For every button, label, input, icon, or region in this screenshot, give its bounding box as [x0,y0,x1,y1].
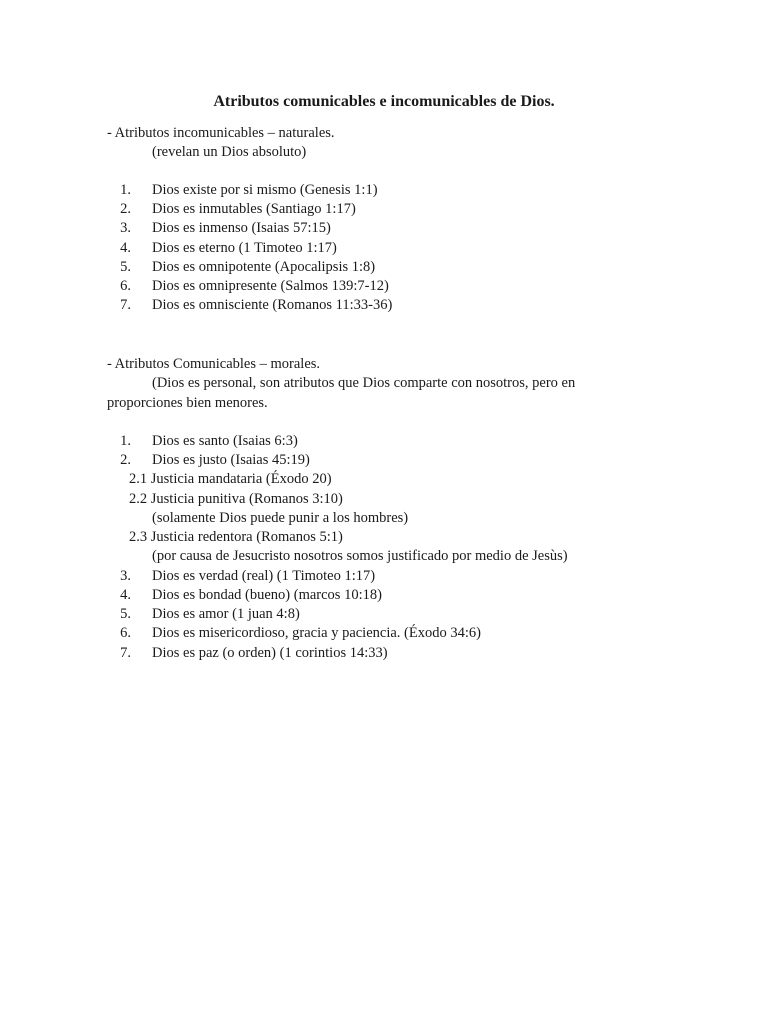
list-item-text: Dios existe por si mismo (Genesis 1:1) [152,182,378,198]
section1-subtitle: (revelan un Dios absoluto) [152,144,307,160]
section2-heading: - Atributos Comunicables – morales. [107,356,321,372]
list-item-number: 5. [120,606,131,622]
section2-subtitle-line2: proporciones bien menores. [107,395,268,411]
section1-heading: - Atributos incomunicables – naturales. [107,125,335,141]
sub-list-item: 2.1 Justicia mandataria (Éxodo 20) [129,471,332,487]
list-item-number: 2. [120,201,131,217]
list-item-number: 7. [120,297,131,313]
sub-list-note: (por causa de Jesucristo nosotros somos justificado por medio de Jesùs) [152,548,568,564]
sub-list-item: 2.3 Justicia redentora (Romanos 5:1) [129,529,343,545]
list-item-number: 5. [120,259,131,275]
document-title: Atributos comunicables e incomunicables de Dios. [213,93,555,110]
list-item-number: 4. [120,240,131,256]
list-item-text: Dios es eterno (1 Timoteo 1:17) [152,240,337,256]
list-item-number: 7. [120,645,131,661]
list-item-text: Dios es verdad (real) (1 Timoteo 1:17) [152,568,376,584]
list-item-number: 3. [120,220,131,236]
list-item-text: Dios es inmutables (Santiago 1:17) [152,201,356,217]
sub-list-item: 2.2 Justicia punitiva (Romanos 3:10) [129,491,343,507]
section2-subtitle-line1: (Dios es personal, son atributos que Dios comparte con nosotros, pero en [152,375,576,391]
list-item-text: Dios es amor (1 juan 4:8) [152,606,300,622]
list-item-text: Dios es omnipotente (Apocalipsis 1:8) [152,259,376,275]
list-item-number: 3. [120,568,131,584]
list-item-text: Dios es paz (o orden) (1 corintios 14:33) [152,645,388,661]
list-item-text: Dios es omnisciente (Romanos 11:33-36) [152,297,393,313]
list-item-number: 4. [120,587,131,603]
list-item-number: 1. [120,433,131,449]
list-item-text: Dios es santo (Isaias 6:3) [152,433,298,449]
sub-list-note: (solamente Dios puede punir a los hombres) [152,510,409,526]
list-item-number: 6. [120,625,131,641]
list-item-text: Dios es bondad (bueno) (marcos 10:18) [152,587,382,603]
list-item-text: Dios es justo (Isaias 45:19) [152,452,310,468]
list-item-number: 1. [120,182,131,198]
list-item-number: 6. [120,278,131,294]
list-item-text: Dios es inmenso (Isaias 57:15) [152,220,331,236]
list-item-number: 2. [120,452,131,468]
list-item-text: Dios es misericordioso, gracia y paciencia. (Éxodo 34:6) [152,625,481,641]
list-item-text: Dios es omnipresente (Salmos 139:7-12) [152,278,389,294]
